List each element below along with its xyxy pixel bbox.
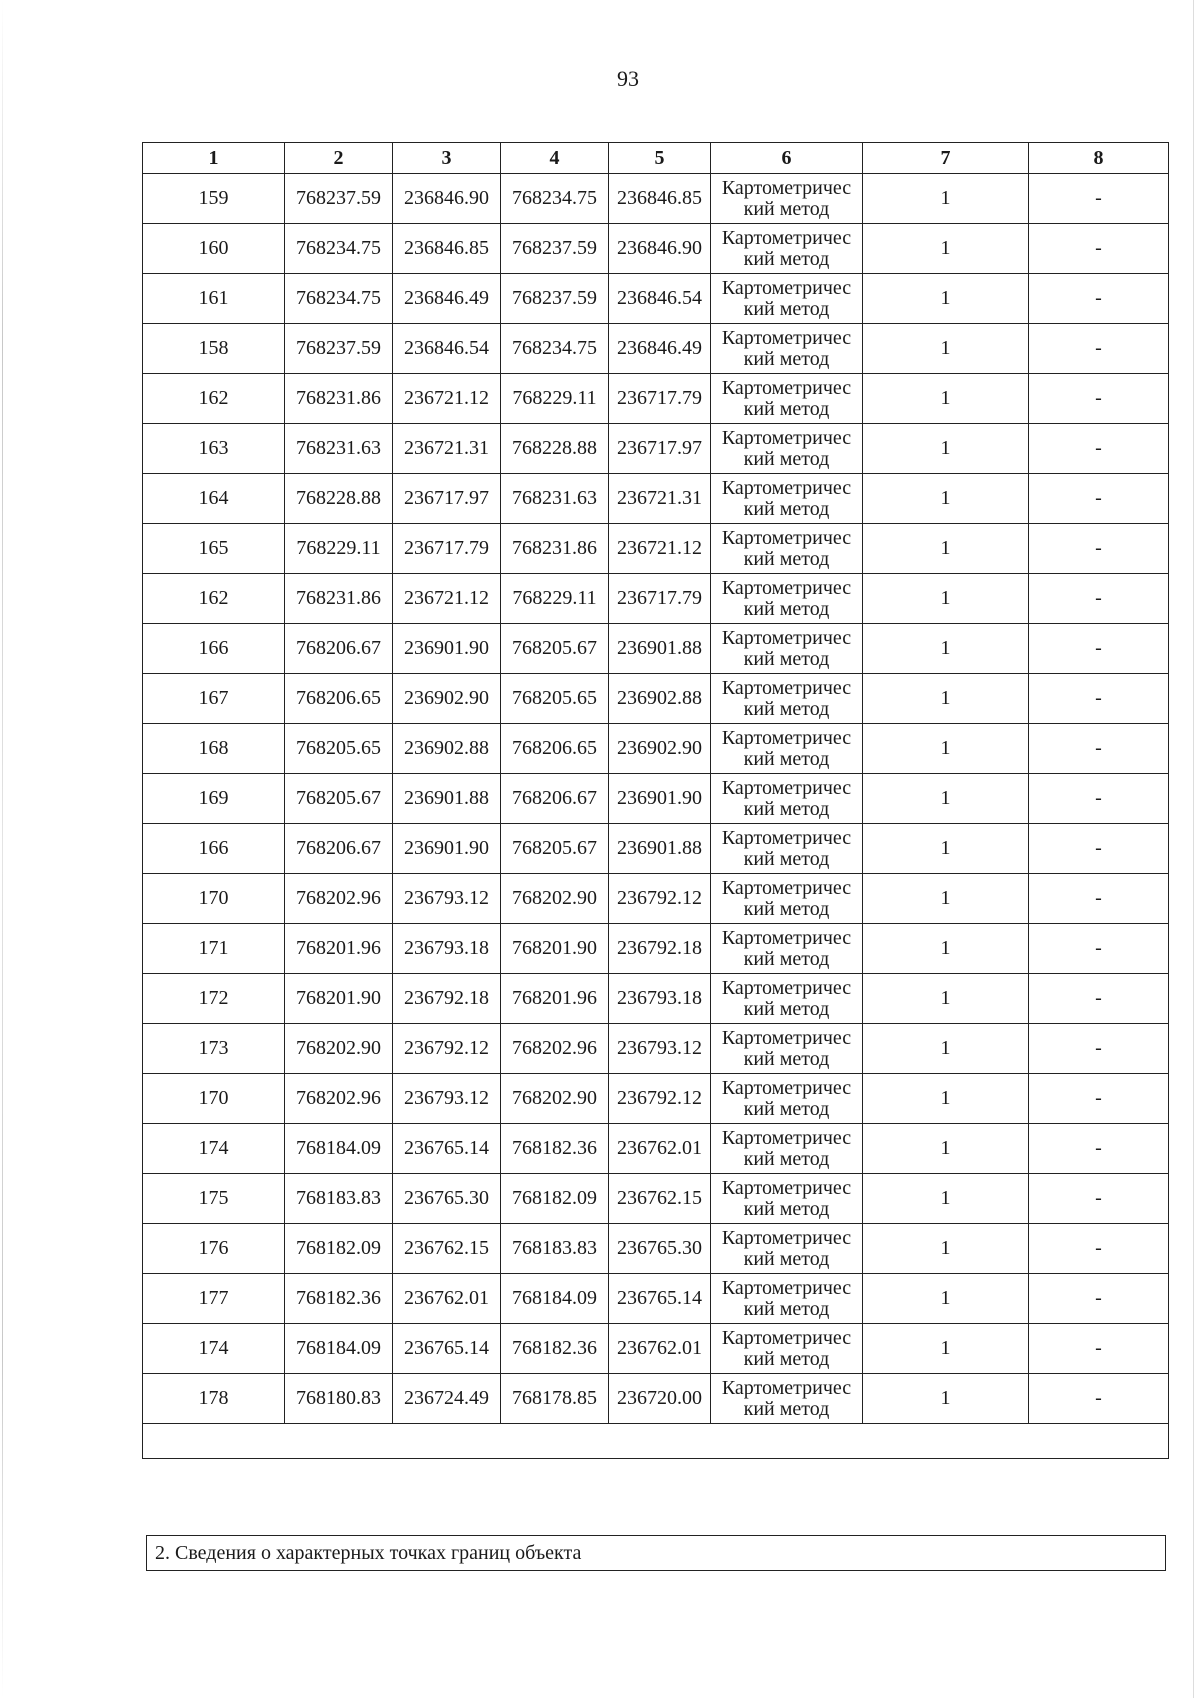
description-cell: -	[1029, 1074, 1169, 1124]
point-number-cell: 174	[143, 1324, 285, 1374]
accuracy-cell: 1	[863, 1124, 1029, 1174]
table-row	[143, 724, 1169, 774]
y-coord-cell: 236721.12	[393, 574, 501, 624]
point-number-cell: 178	[143, 1374, 285, 1424]
description-cell: -	[1029, 1274, 1169, 1324]
x2-coord-cell: 768205.67	[501, 624, 609, 674]
accuracy-cell: 1	[863, 724, 1029, 774]
y2-coord-cell: 236901.90	[609, 774, 711, 824]
y-coord-cell: 236902.88	[393, 724, 501, 774]
method-cell: Картометричес кий метод	[711, 924, 863, 974]
column-header: 3	[393, 143, 501, 174]
description-cell: -	[1029, 824, 1169, 874]
description-cell: -	[1029, 524, 1169, 574]
table-row	[143, 1074, 1169, 1124]
table-row	[143, 1024, 1169, 1074]
x-coord-cell: 768231.86	[285, 574, 393, 624]
method-cell: Картометричес кий метод	[711, 1224, 863, 1274]
description-cell: -	[1029, 674, 1169, 724]
y2-coord-cell: 236846.85	[609, 174, 711, 224]
x2-coord-cell: 768228.88	[501, 424, 609, 474]
point-number-cell: 171	[143, 924, 285, 974]
description-cell: -	[1029, 574, 1169, 624]
table-row	[143, 1124, 1169, 1174]
accuracy-cell: 1	[863, 824, 1029, 874]
table-row	[143, 674, 1169, 724]
accuracy-cell: 1	[863, 624, 1029, 674]
point-number-cell: 166	[143, 824, 285, 874]
accuracy-cell: 1	[863, 274, 1029, 324]
column-header: 2	[285, 143, 393, 174]
accuracy-cell: 1	[863, 1374, 1029, 1424]
method-cell: Картометричес кий метод	[711, 824, 863, 874]
y-coord-cell: 236793.12	[393, 1074, 501, 1124]
method-cell: Картометричес кий метод	[711, 474, 863, 524]
x2-coord-cell: 768229.11	[501, 574, 609, 624]
y-coord-cell: 236846.85	[393, 224, 501, 274]
table-row	[143, 1324, 1169, 1374]
accuracy-cell: 1	[863, 1224, 1029, 1274]
x-coord-cell: 768237.59	[285, 174, 393, 224]
table-row	[143, 424, 1169, 474]
column-header: 1	[143, 143, 285, 174]
y2-coord-cell: 236792.12	[609, 1074, 711, 1124]
y-coord-cell: 236846.49	[393, 274, 501, 324]
method-cell: Картометричес кий метод	[711, 724, 863, 774]
method-cell: Картометричес кий метод	[711, 774, 863, 824]
column-header: 7	[863, 143, 1029, 174]
description-cell: -	[1029, 774, 1169, 824]
point-number-cell: 164	[143, 474, 285, 524]
x2-coord-cell: 768182.36	[501, 1124, 609, 1174]
point-number-cell: 176	[143, 1224, 285, 1274]
y2-coord-cell: 236846.90	[609, 224, 711, 274]
accuracy-cell: 1	[863, 374, 1029, 424]
y-coord-cell: 236792.18	[393, 974, 501, 1024]
table-row	[143, 624, 1169, 674]
column-header: 5	[609, 143, 711, 174]
table-row	[143, 374, 1169, 424]
x2-coord-cell: 768234.75	[501, 324, 609, 374]
x2-coord-cell: 768231.63	[501, 474, 609, 524]
x-coord-cell: 768201.96	[285, 924, 393, 974]
table-body	[143, 174, 1169, 1459]
accuracy-cell: 1	[863, 174, 1029, 224]
x-coord-cell: 768231.86	[285, 374, 393, 424]
method-cell: Картометричес кий метод	[711, 324, 863, 374]
table-row-blank	[143, 1424, 1169, 1459]
accuracy-cell: 1	[863, 224, 1029, 274]
y2-coord-cell: 236762.01	[609, 1324, 711, 1374]
x-coord-cell: 768237.59	[285, 324, 393, 374]
accuracy-cell: 1	[863, 674, 1029, 724]
method-cell: Картометричес кий метод	[711, 674, 863, 724]
x2-coord-cell: 768237.59	[501, 274, 609, 324]
accuracy-cell: 1	[863, 1024, 1029, 1074]
y2-coord-cell: 236846.49	[609, 324, 711, 374]
accuracy-cell: 1	[863, 1324, 1029, 1374]
point-number-cell: 173	[143, 1024, 285, 1074]
point-number-cell: 163	[143, 424, 285, 474]
point-number-cell: 170	[143, 874, 285, 924]
point-number-cell: 172	[143, 974, 285, 1024]
accuracy-cell: 1	[863, 924, 1029, 974]
point-number-cell: 169	[143, 774, 285, 824]
point-number-cell: 168	[143, 724, 285, 774]
method-cell: Картометричес кий метод	[711, 874, 863, 924]
x-coord-cell: 768234.75	[285, 224, 393, 274]
point-number-cell: 159	[143, 174, 285, 224]
x2-coord-cell: 768205.67	[501, 824, 609, 874]
x2-coord-cell: 768231.86	[501, 524, 609, 574]
table-row	[143, 1224, 1169, 1274]
x-coord-cell: 768202.90	[285, 1024, 393, 1074]
description-cell: -	[1029, 374, 1169, 424]
y-coord-cell: 236902.90	[393, 674, 501, 724]
table-row	[143, 1274, 1169, 1324]
accuracy-cell: 1	[863, 974, 1029, 1024]
description-cell: -	[1029, 624, 1169, 674]
column-header: 6	[711, 143, 863, 174]
method-cell: Картометричес кий метод	[711, 274, 863, 324]
description-cell: -	[1029, 324, 1169, 374]
description-cell: -	[1029, 1024, 1169, 1074]
method-cell: Картометричес кий метод	[711, 974, 863, 1024]
x2-coord-cell: 768206.65	[501, 724, 609, 774]
y-coord-cell: 236901.88	[393, 774, 501, 824]
y2-coord-cell: 236902.88	[609, 674, 711, 724]
method-cell: Картометричес кий метод	[711, 524, 863, 574]
x2-coord-cell: 768202.90	[501, 1074, 609, 1124]
y2-coord-cell: 236717.79	[609, 574, 711, 624]
y-coord-cell: 236793.12	[393, 874, 501, 924]
point-number-cell: 160	[143, 224, 285, 274]
table-row	[143, 1174, 1169, 1224]
description-cell: -	[1029, 1324, 1169, 1374]
description-cell: -	[1029, 974, 1169, 1024]
y-coord-cell: 236721.12	[393, 374, 501, 424]
description-cell: -	[1029, 724, 1169, 774]
table-row	[143, 924, 1169, 974]
column-header: 4	[501, 143, 609, 174]
y2-coord-cell: 236717.79	[609, 374, 711, 424]
x-coord-cell: 768184.09	[285, 1124, 393, 1174]
method-cell: Картометричес кий метод	[711, 224, 863, 274]
x2-coord-cell: 768202.96	[501, 1024, 609, 1074]
table-row	[143, 874, 1169, 924]
y-coord-cell: 236792.12	[393, 1024, 501, 1074]
point-number-cell: 161	[143, 274, 285, 324]
description-cell: -	[1029, 174, 1169, 224]
x2-coord-cell: 768205.65	[501, 674, 609, 724]
y2-coord-cell: 236720.00	[609, 1374, 711, 1424]
y2-coord-cell: 236721.31	[609, 474, 711, 524]
scan-edge-right	[1193, 0, 1194, 1698]
y-coord-cell: 236724.49	[393, 1374, 501, 1424]
point-number-cell: 165	[143, 524, 285, 574]
description-cell: -	[1029, 1124, 1169, 1174]
x2-coord-cell: 768201.90	[501, 924, 609, 974]
y-coord-cell: 236762.15	[393, 1224, 501, 1274]
description-cell: -	[1029, 424, 1169, 474]
section-title: 2. Сведения о характерных точках границ объекта	[146, 1535, 1166, 1571]
y-coord-cell: 236765.14	[393, 1324, 501, 1374]
table-row	[143, 1374, 1169, 1424]
description-cell: -	[1029, 1224, 1169, 1274]
x2-coord-cell: 768184.09	[501, 1274, 609, 1324]
table-row	[143, 974, 1169, 1024]
y-coord-cell: 236901.90	[393, 624, 501, 674]
accuracy-cell: 1	[863, 1074, 1029, 1124]
y-coord-cell: 236846.90	[393, 174, 501, 224]
column-header: 8	[1029, 143, 1169, 174]
y2-coord-cell: 236717.97	[609, 424, 711, 474]
point-number-cell: 162	[143, 574, 285, 624]
x-coord-cell: 768205.67	[285, 774, 393, 824]
accuracy-cell: 1	[863, 1274, 1029, 1324]
method-cell: Картометричес кий метод	[711, 574, 863, 624]
method-cell: Картометричес кий метод	[711, 1074, 863, 1124]
accuracy-cell: 1	[863, 324, 1029, 374]
table-row	[143, 324, 1169, 374]
point-number-cell: 166	[143, 624, 285, 674]
x-coord-cell: 768183.83	[285, 1174, 393, 1224]
x-coord-cell: 768202.96	[285, 874, 393, 924]
method-cell: Картометричес кий метод	[711, 1274, 863, 1324]
description-cell: -	[1029, 224, 1169, 274]
description-cell: -	[1029, 474, 1169, 524]
description-cell: -	[1029, 274, 1169, 324]
y2-coord-cell: 236762.01	[609, 1124, 711, 1174]
x2-coord-cell: 768234.75	[501, 174, 609, 224]
y2-coord-cell: 236762.15	[609, 1174, 711, 1224]
x2-coord-cell: 768206.67	[501, 774, 609, 824]
description-cell: -	[1029, 874, 1169, 924]
table-row	[143, 774, 1169, 824]
table-row	[143, 824, 1169, 874]
y-coord-cell: 236793.18	[393, 924, 501, 974]
table-row	[143, 224, 1169, 274]
x2-coord-cell: 768201.96	[501, 974, 609, 1024]
x-coord-cell: 768206.65	[285, 674, 393, 724]
accuracy-cell: 1	[863, 524, 1029, 574]
table-header-row	[143, 143, 1169, 174]
point-number-cell: 162	[143, 374, 285, 424]
x-coord-cell: 768229.11	[285, 524, 393, 574]
accuracy-cell: 1	[863, 574, 1029, 624]
y2-coord-cell: 236793.18	[609, 974, 711, 1024]
table-row	[143, 474, 1169, 524]
method-cell: Картометричес кий метод	[711, 1174, 863, 1224]
accuracy-cell: 1	[863, 424, 1029, 474]
x-coord-cell: 768228.88	[285, 474, 393, 524]
x-coord-cell: 768180.83	[285, 1374, 393, 1424]
x2-coord-cell: 768237.59	[501, 224, 609, 274]
page-number: 93	[617, 66, 639, 91]
x2-coord-cell: 768183.83	[501, 1224, 609, 1274]
description-cell: -	[1029, 1374, 1169, 1424]
x2-coord-cell: 768202.90	[501, 874, 609, 924]
y2-coord-cell: 236765.14	[609, 1274, 711, 1324]
x-coord-cell: 768234.75	[285, 274, 393, 324]
y-coord-cell: 236762.01	[393, 1274, 501, 1324]
x-coord-cell: 768182.09	[285, 1224, 393, 1274]
method-cell: Картометричес кий метод	[711, 424, 863, 474]
table-row	[143, 574, 1169, 624]
x-coord-cell: 768201.90	[285, 974, 393, 1024]
method-cell: Картометричес кий метод	[711, 1124, 863, 1174]
y-coord-cell: 236717.79	[393, 524, 501, 574]
table-row	[143, 274, 1169, 324]
blank-cell	[143, 1424, 1169, 1459]
y2-coord-cell: 236902.90	[609, 724, 711, 774]
y2-coord-cell: 236901.88	[609, 624, 711, 674]
y2-coord-cell: 236721.12	[609, 524, 711, 574]
table-row	[143, 524, 1169, 574]
x2-coord-cell: 768182.36	[501, 1324, 609, 1374]
y2-coord-cell: 236793.12	[609, 1024, 711, 1074]
y-coord-cell: 236717.97	[393, 474, 501, 524]
x2-coord-cell: 768178.85	[501, 1374, 609, 1424]
method-cell: Картометричес кий метод	[711, 174, 863, 224]
x-coord-cell: 768231.63	[285, 424, 393, 474]
x2-coord-cell: 768229.11	[501, 374, 609, 424]
x-coord-cell: 768202.96	[285, 1074, 393, 1124]
x-coord-cell: 768206.67	[285, 624, 393, 674]
point-number-cell: 175	[143, 1174, 285, 1224]
method-cell: Картометричес кий метод	[711, 624, 863, 674]
point-number-cell: 174	[143, 1124, 285, 1174]
point-number-cell: 170	[143, 1074, 285, 1124]
scan-edge-left	[2, 0, 3, 1698]
y2-coord-cell: 236846.54	[609, 274, 711, 324]
accuracy-cell: 1	[863, 1174, 1029, 1224]
x2-coord-cell: 768182.09	[501, 1174, 609, 1224]
y2-coord-cell: 236901.88	[609, 824, 711, 874]
y-coord-cell: 236765.30	[393, 1174, 501, 1224]
method-cell: Картометричес кий метод	[711, 1374, 863, 1424]
x-coord-cell: 768205.65	[285, 724, 393, 774]
y-coord-cell: 236901.90	[393, 824, 501, 874]
method-cell: Картометричес кий метод	[711, 1024, 863, 1074]
accuracy-cell: 1	[863, 774, 1029, 824]
x-coord-cell: 768182.36	[285, 1274, 393, 1324]
coordinates-table	[142, 142, 1169, 1459]
y2-coord-cell: 236792.12	[609, 874, 711, 924]
method-cell: Картометричес кий метод	[711, 1324, 863, 1374]
description-cell: -	[1029, 924, 1169, 974]
y2-coord-cell: 236765.30	[609, 1224, 711, 1274]
y-coord-cell: 236721.31	[393, 424, 501, 474]
point-number-cell: 177	[143, 1274, 285, 1324]
y2-coord-cell: 236792.18	[609, 924, 711, 974]
accuracy-cell: 1	[863, 474, 1029, 524]
description-cell: -	[1029, 1174, 1169, 1224]
y-coord-cell: 236846.54	[393, 324, 501, 374]
point-number-cell: 158	[143, 324, 285, 374]
accuracy-cell: 1	[863, 874, 1029, 924]
point-number-cell: 167	[143, 674, 285, 724]
x-coord-cell: 768184.09	[285, 1324, 393, 1374]
y-coord-cell: 236765.14	[393, 1124, 501, 1174]
table-row	[143, 174, 1169, 224]
x-coord-cell: 768206.67	[285, 824, 393, 874]
method-cell: Картометричес кий метод	[711, 374, 863, 424]
